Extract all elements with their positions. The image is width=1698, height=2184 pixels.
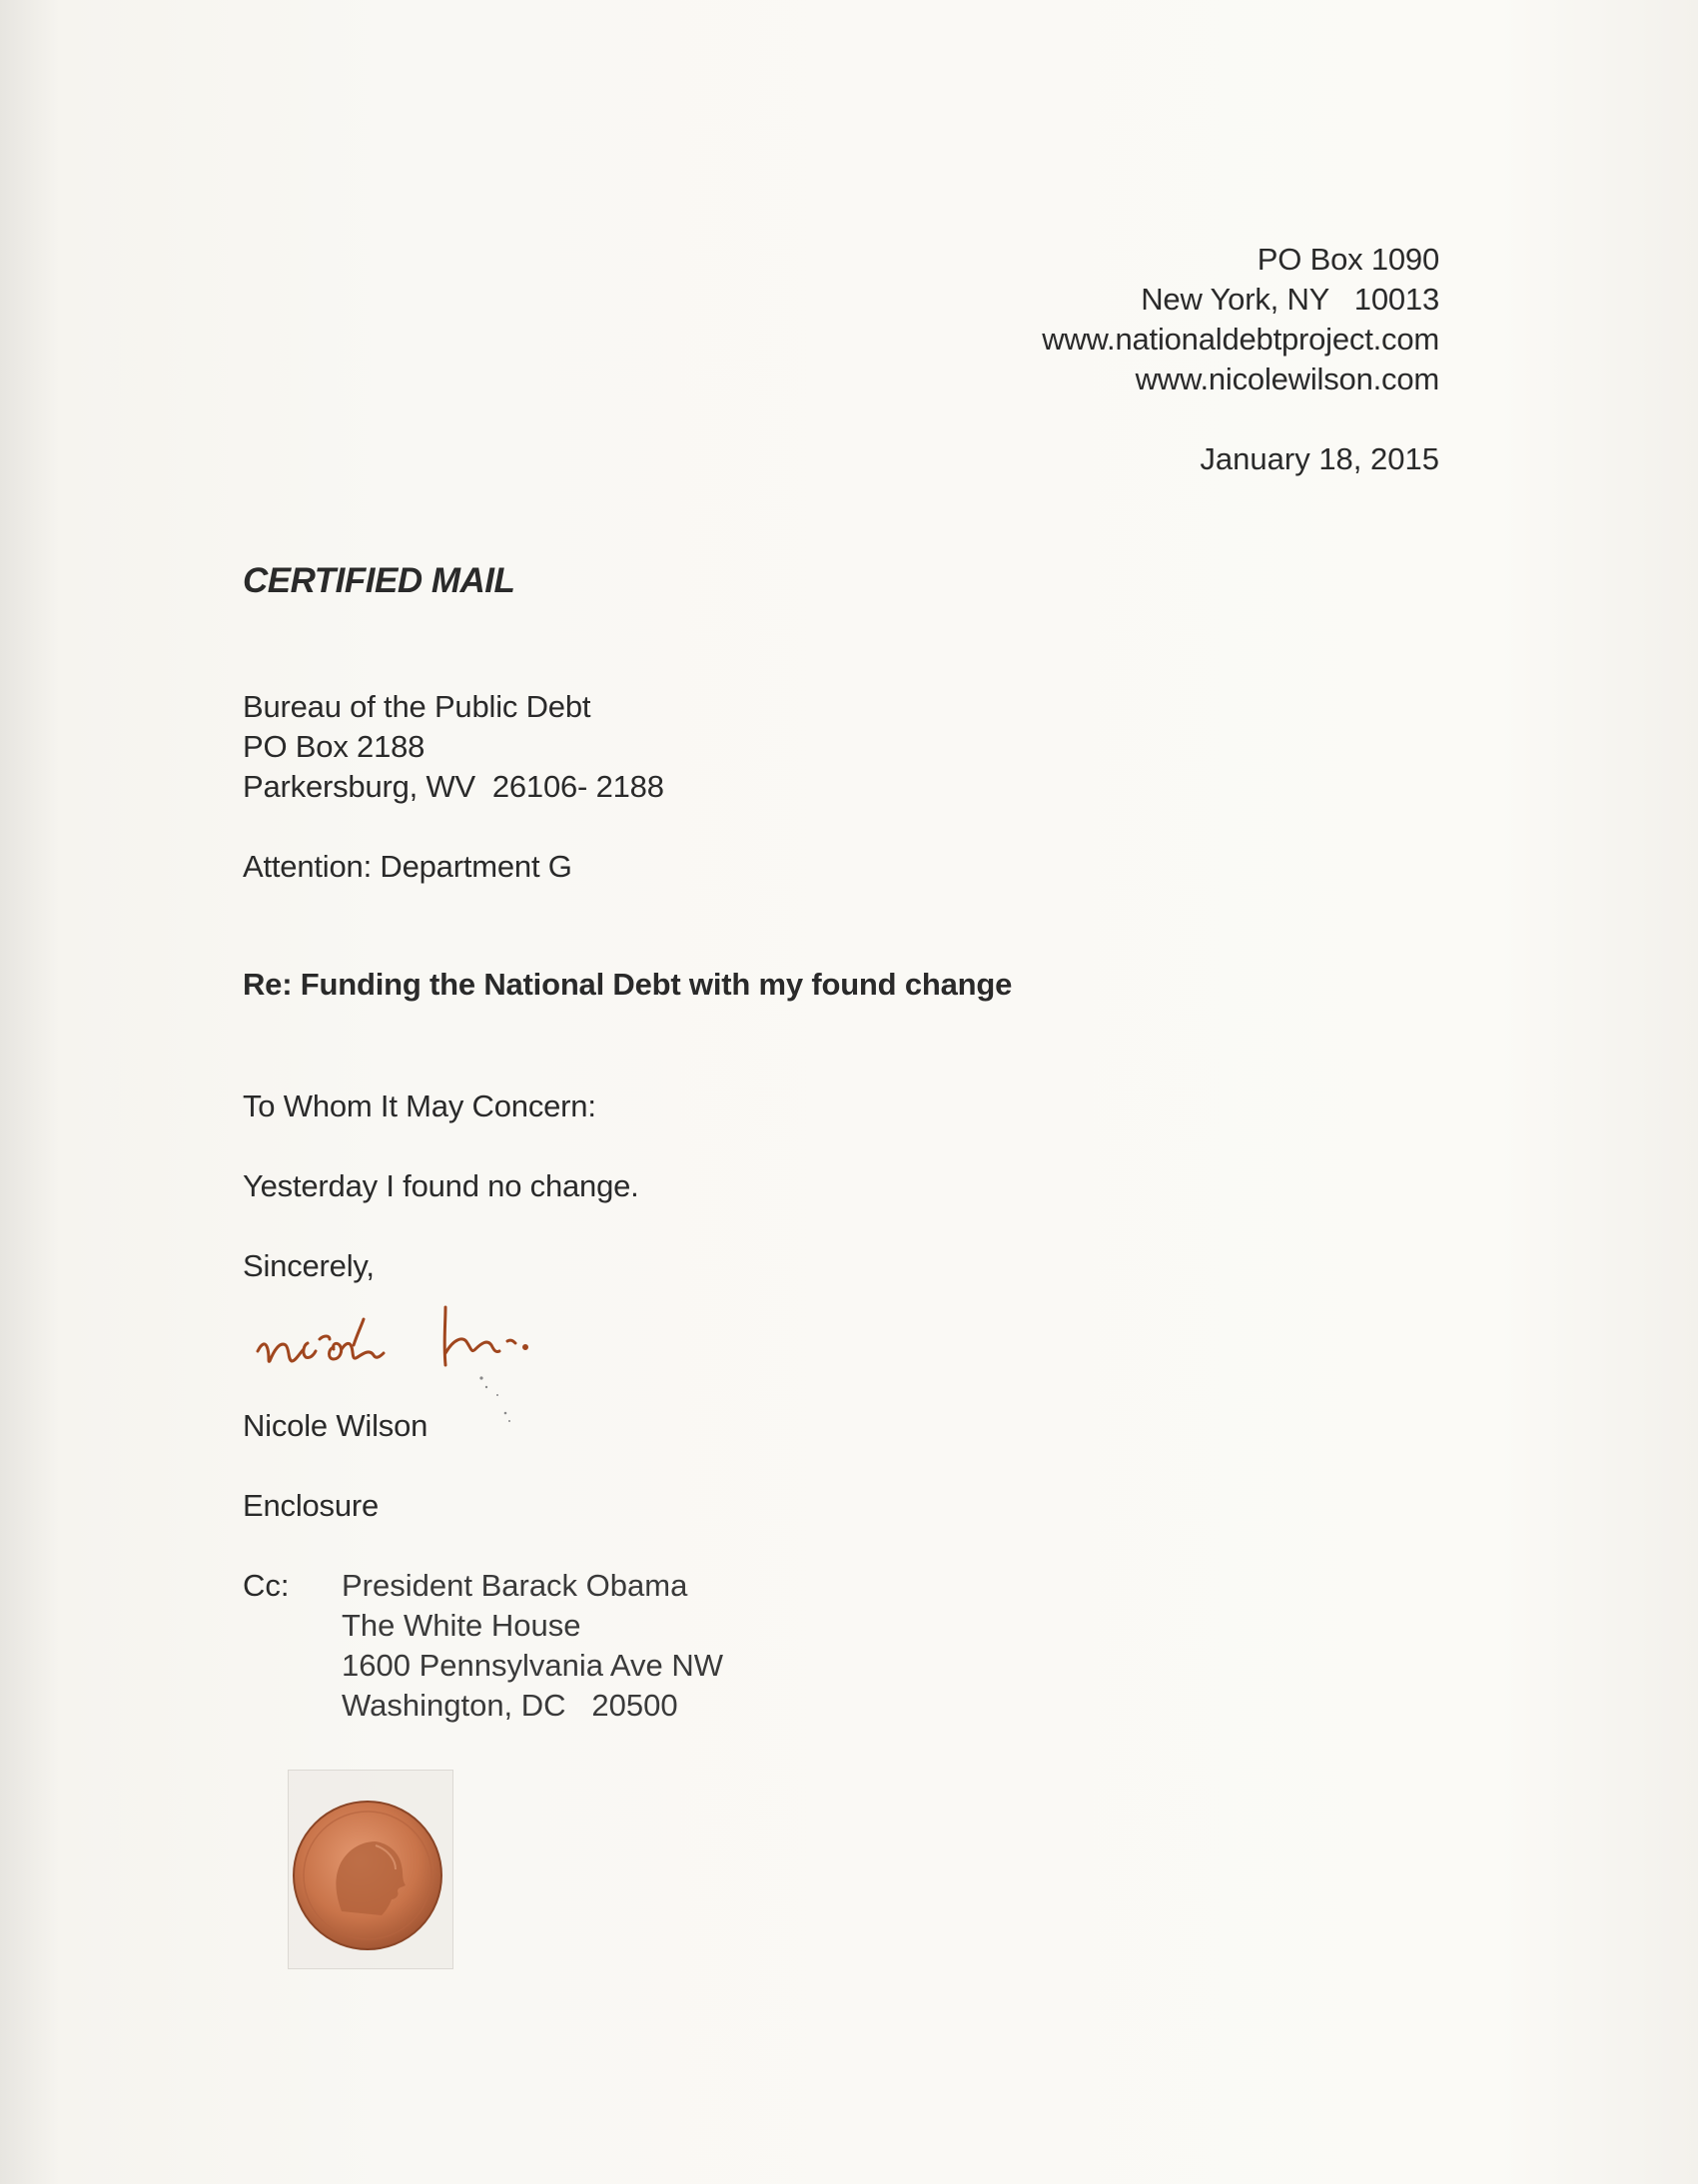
scan-specks [475,1373,525,1433]
cc-address-line: President Barack Obama [342,1568,688,1603]
letter-date: January 18, 2015 [1200,441,1439,476]
cc-address [342,1566,723,1726]
attention-line: Attention: Department G [243,849,572,884]
return-address-line: PO Box 1090 [1257,242,1439,277]
return-address-line: New York, NY 10013 [1141,282,1439,317]
cc-address-line: 1600 Pennsylvania Ave NW [342,1648,723,1683]
cc-label: Cc: [243,1568,290,1603]
return-address-line: www.nicolewilson.com [1135,362,1439,396]
signer-name: Nicole Wilson [243,1408,428,1443]
recipient-address-line: PO Box 2188 [243,729,425,764]
cc-address-line: The White House [342,1608,581,1643]
letter-body: Yesterday I found no change. [243,1168,639,1203]
enclosure-label: Enclosure [243,1488,380,1523]
handwritten-signature [250,1283,589,1393]
cc-address-line: Washington, DC 20500 [342,1688,678,1723]
recipient-address [243,687,664,807]
salutation: To Whom It May Concern: [243,1089,596,1123]
return-address-line: www.nationaldebtproject.com [1042,322,1439,357]
recipient-address-line: Parkersburg, WV 26106- 2188 [243,769,664,804]
subject-line: Re: Funding the National Debt with my found change [243,967,1013,1002]
closing: Sincerely, [243,1248,375,1283]
recipient-address-line: Bureau of the Public Debt [243,689,591,724]
penny-coin-icon [292,1800,443,1951]
delivery-method-heading: CERTIFIED MAIL [243,561,515,600]
return-address [1042,240,1439,399]
enclosed-penny [288,1770,457,1969]
